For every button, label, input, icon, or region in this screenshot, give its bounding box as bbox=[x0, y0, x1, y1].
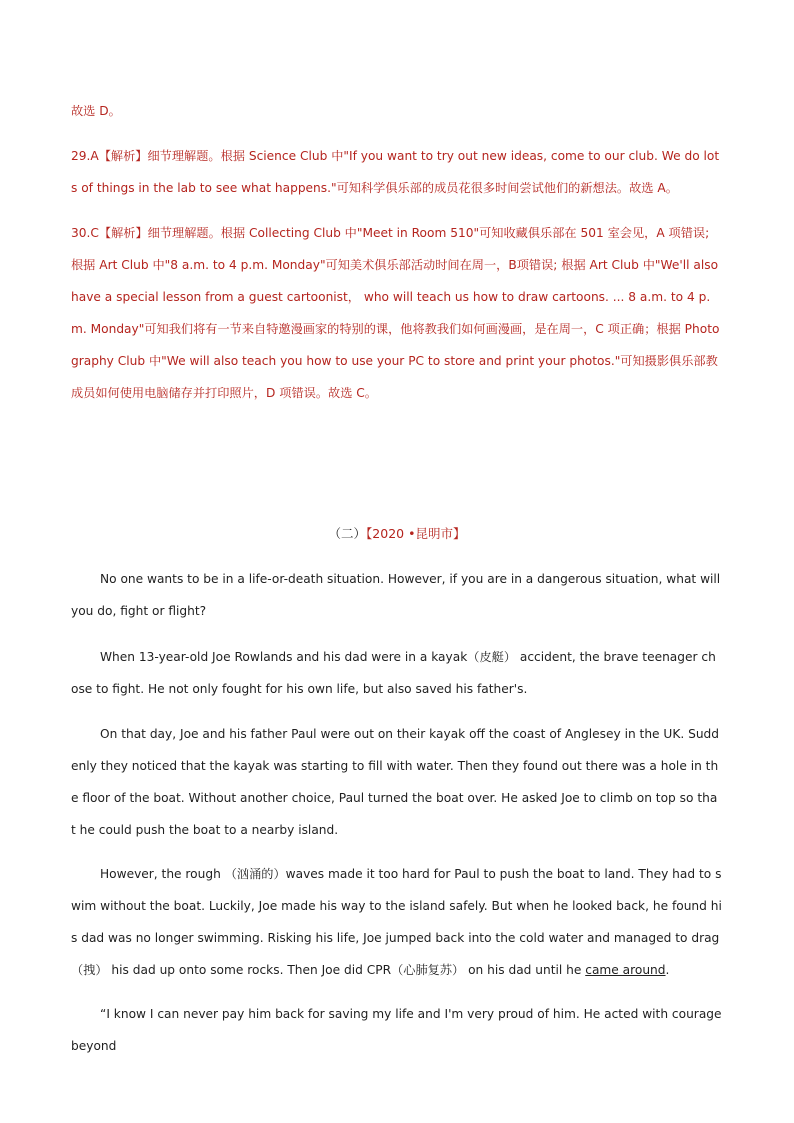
underlined-phrase: came around bbox=[585, 963, 666, 977]
previous-answer-conclusion: 故选 D。 bbox=[71, 104, 121, 118]
passage-paragraph-1: No one wants to be in a life-or-death situation. However, if you are in a dangerous situation, what will you do, fight or flight? bbox=[71, 572, 721, 618]
section-source-tag: 【2020 •昆明市】 bbox=[366, 526, 466, 541]
passage-paragraph-4 bbox=[71, 858, 722, 986]
passage-paragraph-2: When 13-year-old Joe Rowlands and his dad were in a kayak（皮艇） accident, the brave teenager chose to fight. He not only fought for his own life, but also saved his father's. bbox=[71, 650, 716, 696]
answer-explanation-29: 29.A【解析】细节理解题。根据 Science Club 中"If you want to try out new ideas, come to our club. We do lots of things in the lab to see what happens."可知科学俱乐部的成员花很多时间尝试他们的新想法。故选 A。 bbox=[71, 149, 720, 195]
passage-paragraph-5: “I know I can never pay him back for saving my life and I'm very proud of him. He acted with courage beyond bbox=[71, 1007, 722, 1053]
answer-explanation-30: 30.C【解析】细节理解题。根据 Collecting Club 中"Meet in Room 510"可知收藏俱乐部在 501 室会见，A 项错误; 根据 Art Club 中"8 a.m. to 4 p.m. Monday"可知美术俱乐部活动时间在周一，B项错误; 根据 Art Club 中"We'll also have a special lesson from a guest cartoonist， who will teach us how to draw cartoons. ... 8 a.m. to 4 p.m. Monday"可知我们将有一节来自特邀漫画家的特别的课，他将教我们如何画漫画，是在周一，C 项正确；根据 Photography Club 中"We will also teach you how to use your PC to store and print your photos."可知摄影俱乐部教成员如何使用电脑储存并打印照片，D 项错误。故选 C。 bbox=[71, 226, 720, 400]
section-heading bbox=[0, 518, 794, 550]
passage-paragraph-3: On that day, Joe and his father Paul were out on their kayak off the coast of Anglesey in the UK. Suddenly they noticed that the kayak was starting to fill with water. Then they found out there was a hole in the floor of the boat. Without another choice, Paul turned the boat over. He asked Joe to climb on top so that he could push the boat to a nearby island. bbox=[71, 727, 720, 837]
section-number: （二） bbox=[328, 526, 367, 541]
passage-paragraph-4-text: However, the rough （汹涌的）waves made it too hard for Paul to push the boat to land. They had to swim without the boat. Luckily, Joe made his way to the island safely. But when he looked back, he found his dad was no longer swimming. Risking his life, Joe jumped back into the cold water and managed to drag（拽） his dad up onto some rocks. Then Joe did CPR（心肺复苏） on his dad until he bbox=[71, 867, 722, 977]
passage-paragraph-4-end: . bbox=[665, 963, 670, 977]
